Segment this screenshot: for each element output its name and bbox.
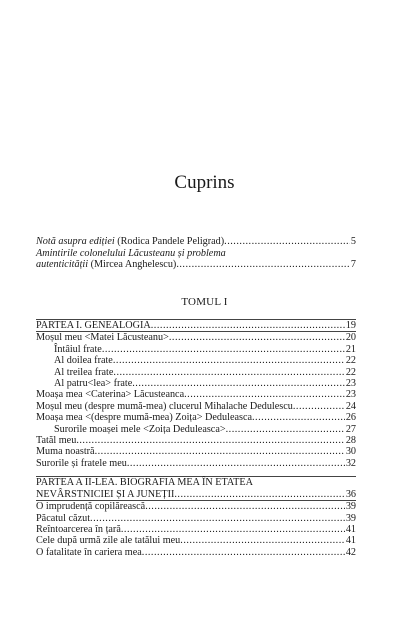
toc-entry[interactable] — [36, 547, 356, 558]
toc-entry[interactable] — [36, 401, 356, 412]
leader-dots — [127, 458, 345, 469]
toc-entry-label: Al patru<lea> frate — [54, 378, 133, 390]
toc-entry-label: Surorile și fratele meu — [36, 457, 127, 469]
leader-dots — [293, 401, 345, 412]
page-number: 22 — [345, 355, 356, 367]
part2-entries — [36, 501, 356, 558]
toc-entry-label: Moașa mea <Caterina> Lăcusteanca — [36, 389, 185, 401]
toc-entry-label: Muma noastră — [36, 446, 95, 458]
toc-entry[interactable] — [36, 344, 356, 355]
page-number: 7 — [350, 259, 356, 270]
toc-entry[interactable] — [36, 355, 356, 366]
leader-dots — [145, 501, 345, 512]
toc-entry-label: Moșul meu (despre mumă-mea) clucerul Mihalache Dedulescu — [36, 400, 293, 412]
page-number: 23 — [345, 378, 356, 390]
page-number: 30 — [345, 446, 356, 458]
page-number: 26 — [345, 412, 356, 424]
toc-entry[interactable] — [36, 535, 356, 546]
page-title: Cuprins — [174, 172, 235, 193]
page-number: 5 — [350, 236, 356, 247]
memoirs-author: (Mircea Anghelescu) — [88, 259, 177, 270]
table-of-contents — [36, 319, 356, 558]
page-number: 39 — [345, 512, 356, 524]
leader-dots — [252, 412, 345, 423]
part1-entries — [36, 332, 356, 469]
toc-entry[interactable] — [36, 367, 356, 378]
leader-dots — [174, 489, 344, 500]
part2-label-line2: NEVÂRSTNICIEI ȘI A JUNEȚII — [36, 488, 175, 500]
toc-entry-note[interactable] — [36, 236, 356, 248]
toc-entry-label: Tatăl meu — [36, 435, 77, 447]
leader-dots — [132, 378, 345, 389]
toc-entry-label: Reîntoarcerea în țară — [36, 523, 121, 535]
part-heading-2[interactable] — [36, 476, 356, 501]
leader-dots — [76, 435, 345, 446]
toc-entry-label: Cele după urmă zile ale tatălui meu — [36, 535, 181, 547]
toc-entry[interactable] — [36, 435, 356, 446]
page-number: 21 — [345, 343, 356, 355]
toc-entry-label: Surorile moașei mele <Zoița Deduleasca> — [54, 423, 226, 435]
leader-dots — [224, 236, 350, 248]
toc-entry[interactable] — [36, 332, 356, 343]
leader-dots — [113, 367, 344, 378]
leader-dots — [180, 535, 345, 546]
toc-entry[interactable] — [36, 446, 356, 457]
toc-entry-label: Întâiul frate — [54, 343, 102, 355]
page-number: 41 — [345, 523, 356, 535]
toc-entry[interactable] — [36, 389, 356, 400]
page-number: 36 — [345, 488, 356, 500]
toc-entry-label: Al treilea frate — [54, 366, 114, 378]
toc-entry-label: O imprudență copilărească — [36, 501, 146, 513]
memoirs-line1: Amintirile colonelului Lăcusteanu și problema — [36, 247, 226, 259]
leader-dots — [151, 320, 345, 331]
page-number: 41 — [345, 535, 356, 547]
toc-entry[interactable] — [36, 378, 356, 389]
toc-entry-label: Păcatul căzut — [36, 512, 91, 524]
leader-dots — [90, 513, 345, 524]
leader-dots — [113, 355, 345, 366]
leader-dots — [121, 524, 345, 535]
front-matter — [36, 236, 356, 271]
toc-entry-label: Al doilea frate — [54, 355, 113, 367]
page-number: 20 — [345, 332, 356, 344]
page-number: 23 — [345, 389, 356, 401]
toc-entry-label: O fatalitate în cariera mea — [36, 546, 142, 558]
toc-entry-memoirs[interactable] — [36, 259, 356, 271]
toc-entry[interactable] — [36, 513, 356, 524]
page-number: 28 — [345, 435, 356, 447]
leader-dots — [102, 344, 345, 355]
page-number: 32 — [345, 457, 356, 469]
page-number: 27 — [345, 423, 356, 435]
toc-entry[interactable] — [36, 524, 356, 535]
toc-entry[interactable] — [36, 458, 356, 469]
toc-entry-label: Moșul meu <Matei Lăcusteanu> — [36, 332, 169, 344]
leader-dots — [142, 547, 345, 558]
page-number: 22 — [345, 366, 356, 378]
note-title: Notă asupra ediției — [36, 236, 115, 247]
leader-dots — [169, 332, 345, 343]
page-number: 24 — [345, 400, 356, 412]
leader-dots — [184, 389, 345, 400]
leader-dots — [226, 424, 345, 435]
note-author: (Rodica Pandele Peligrad) — [114, 236, 225, 247]
toc-entry[interactable] — [36, 424, 356, 435]
memoirs-title: autenticității — [36, 259, 89, 270]
toc-entry-label: Moașa mea <(despre mumă-mea) Zoița> Deduleasca — [36, 412, 252, 424]
tome-heading: TOMUL I — [181, 296, 228, 308]
toc-entry[interactable] — [36, 412, 356, 423]
leader-dots — [176, 259, 350, 271]
part2-label-line1: PARTEA A II-LEA. BIOGRAFIA MEA ÎN ETATEA — [36, 477, 253, 489]
toc-entry[interactable] — [36, 501, 356, 512]
page-number: 39 — [345, 501, 356, 513]
part-heading-1[interactable]: PARTEA I. GENEALOGIA ..... 19 — [36, 319, 356, 332]
page-number: 42 — [345, 546, 356, 558]
leader-dots — [95, 446, 345, 457]
